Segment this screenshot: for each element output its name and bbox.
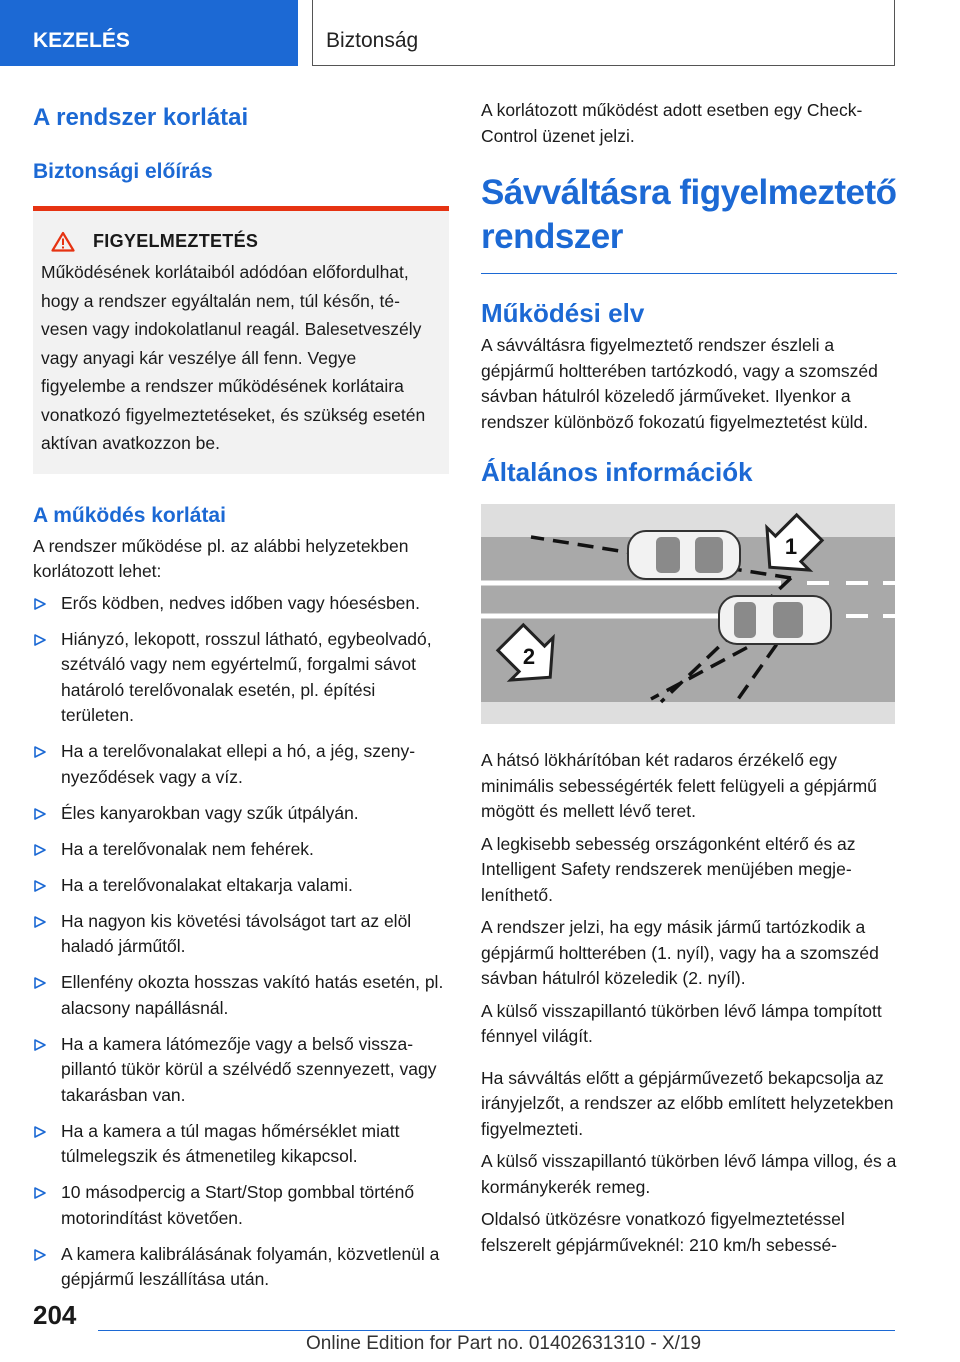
triangle-bullet-icon xyxy=(33,915,47,929)
list-item-text: Erős ködben, nedves időben vagy hóesésben. xyxy=(61,592,421,613)
triangle-bullet-icon xyxy=(33,1038,47,1052)
safety-subtitle: Biztonsági előírás xyxy=(33,160,213,183)
limits-list xyxy=(33,591,449,1293)
list-item xyxy=(33,1180,449,1231)
list-item xyxy=(33,837,449,863)
body-paragraph: Oldalsó ütközésre vonatkozó figyelmeztetéssel felszerelt gépjárműveknél: 210 km/h sebessé- xyxy=(481,1209,845,1255)
body-paragraph: A rendszer jelzi, ha egy másik jármű tartózkodik a gépjármű holtterében (1. nyíl), vagy ha a szomszéd sávban hátulról közeledik (2. nyíl). xyxy=(481,917,879,988)
triangle-bullet-icon xyxy=(33,633,47,647)
limits-heading: A működés korlátai xyxy=(33,503,226,527)
arrow-1-label: 1 xyxy=(784,534,798,559)
triangle-bullet-icon xyxy=(33,597,47,611)
footer-edition: Online Edition for Part no. 01402631310 - X/19 xyxy=(306,1333,702,1354)
blind-spot-illustration xyxy=(481,504,895,724)
list-item-text: Ha a terelővonalak nem fehérek. xyxy=(61,838,314,859)
title-divider xyxy=(481,273,897,274)
warning-box xyxy=(33,206,449,474)
list-item xyxy=(33,970,449,1021)
car-ego-icon xyxy=(719,596,831,644)
right-column xyxy=(481,98,897,1265)
list-item xyxy=(33,627,449,729)
arrow-2-label: 2 xyxy=(522,644,536,669)
list-item xyxy=(33,1032,449,1109)
triangle-bullet-icon xyxy=(33,807,47,821)
list-item xyxy=(33,1242,449,1293)
list-item-text: Ha a kamera látómezője vagy a belső visszapillantó tükör körül a szélvédő szennyezett, vagy takarásban van. xyxy=(61,1033,437,1105)
warning-label: FIGYELMEZTETÉS xyxy=(93,231,259,251)
body-paragraph: A külső visszapillantó tükörben lévő lámpa tompított fénnyel világít. xyxy=(481,1000,882,1046)
list-item-text: Ha a kamera a túl magas hőmérséklet miatt túlmelegszik és átmenetileg kikapcsol. xyxy=(61,1120,400,1166)
list-item-text: Éles kanyarokban vagy szűk útpályán. xyxy=(61,802,359,823)
triangle-bullet-icon xyxy=(33,843,47,857)
check-control-text: A korlátozott működést adott esetben egy Check-Control üzenet jelzi. xyxy=(481,100,863,146)
list-item-text: 10 másodpercig a Start/Stop gombbal történő motorindítást követően. xyxy=(61,1182,415,1228)
list-item xyxy=(33,739,449,790)
principle-heading: Működési elv xyxy=(481,298,645,328)
list-item-text: Ha nagyon kis követési távolságot tart az elöl haladó járműtől. xyxy=(61,910,412,956)
triangle-bullet-icon xyxy=(33,879,47,893)
page-title: A rendszer korlátai xyxy=(33,104,249,131)
triangle-bullet-icon xyxy=(33,1125,47,1139)
list-item-text: Ha a terelővonalakat eltakarja valami. xyxy=(61,874,353,895)
list-item xyxy=(33,909,449,960)
triangle-bullet-icon xyxy=(33,1248,47,1262)
list-item-text: Ellenfény okozta hosszas vakító hatás esetén, pl. alacsony napállásnál. xyxy=(61,972,444,1018)
list-item xyxy=(33,591,449,617)
car-top-icon xyxy=(628,531,740,579)
triangle-bullet-icon xyxy=(33,976,47,990)
list-item-text: A kamera kalibrálásának folyamán, közvetlenül a gépjármű leszállítása után. xyxy=(61,1243,440,1289)
info-paragraphs xyxy=(481,748,897,1050)
info-paragraphs-2 xyxy=(481,1066,897,1259)
triangle-bullet-icon xyxy=(33,745,47,759)
body-paragraph: A legkisebb sebesség országonként eltérő és az Intelligent Safety rendszerek menüjében megjeleníthető. xyxy=(481,833,856,905)
list-item xyxy=(33,1119,449,1170)
page-number: 204 xyxy=(33,1300,77,1330)
principle-text: A sávváltásra figyelmeztető rendszer észleli a gépjármű holtterében tartózkodó, vagy a szomszéd sávban hátulról közeledő járműveket. Ilyenkor a rendszer különböző fokozatú figyelmeztetést küld. xyxy=(481,335,878,432)
warning-header xyxy=(41,231,439,252)
list-item-text: Ha a terelővonalakat ellepi a hó, a jég, szenynyeződések vagy a víz. xyxy=(61,741,416,787)
chapter-tab: KEZELÉS xyxy=(0,0,298,66)
body-paragraph: A hátsó lökhárítóban két radaros érzékelő egy minimális sebességérték felett felügyeli a gépjármű mögött és mellett lévő teret. xyxy=(481,750,877,821)
left-column xyxy=(33,98,449,1303)
section-main-title: Sávváltásra figyelmeztető rendszer xyxy=(481,173,897,256)
body-paragraph: A külső visszapillantó tükörben lévő lámpa villog, és a kormánykerék remeg. xyxy=(481,1151,897,1197)
list-item xyxy=(33,873,449,899)
warning-icon xyxy=(51,231,75,252)
general-info-heading: Általános információk xyxy=(481,457,753,487)
body-paragraph: Ha sávváltás előtt a gépjárművezető bekapcsolja az irányjelzőt, a rendszer az előbb említett helyzetekben figyelmezteti. xyxy=(481,1067,894,1139)
list-item-text: Hiányzó, lekopott, rosszul látható, egybeolvadó, szétváló vagy nem egyértelmű, forgalmi sávot határoló terelővonalak esetén, pl. építési területen. xyxy=(61,628,432,725)
warning-text: Működésének korlátaiból adódóan előfordulhat, hogy a rendszer egyáltalán nem, túl későn, tévesen vagy indokolatlanul reagál. Balesetveszély vagy anyagi kár veszélye áll fenn. Vegye figyelembe a rendszer működésének korlátaira vonatkozó figyelmeztetéseket, és szükség esetén aktívan avatkozzon be. xyxy=(41,262,426,453)
footer-divider xyxy=(98,1330,895,1331)
section-title: Biztonság xyxy=(312,0,895,66)
triangle-bullet-icon xyxy=(33,1186,47,1200)
list-item xyxy=(33,801,449,827)
limits-intro: A rendszer működése pl. az alábbi helyzetekben korlátozott lehet: xyxy=(33,535,409,581)
